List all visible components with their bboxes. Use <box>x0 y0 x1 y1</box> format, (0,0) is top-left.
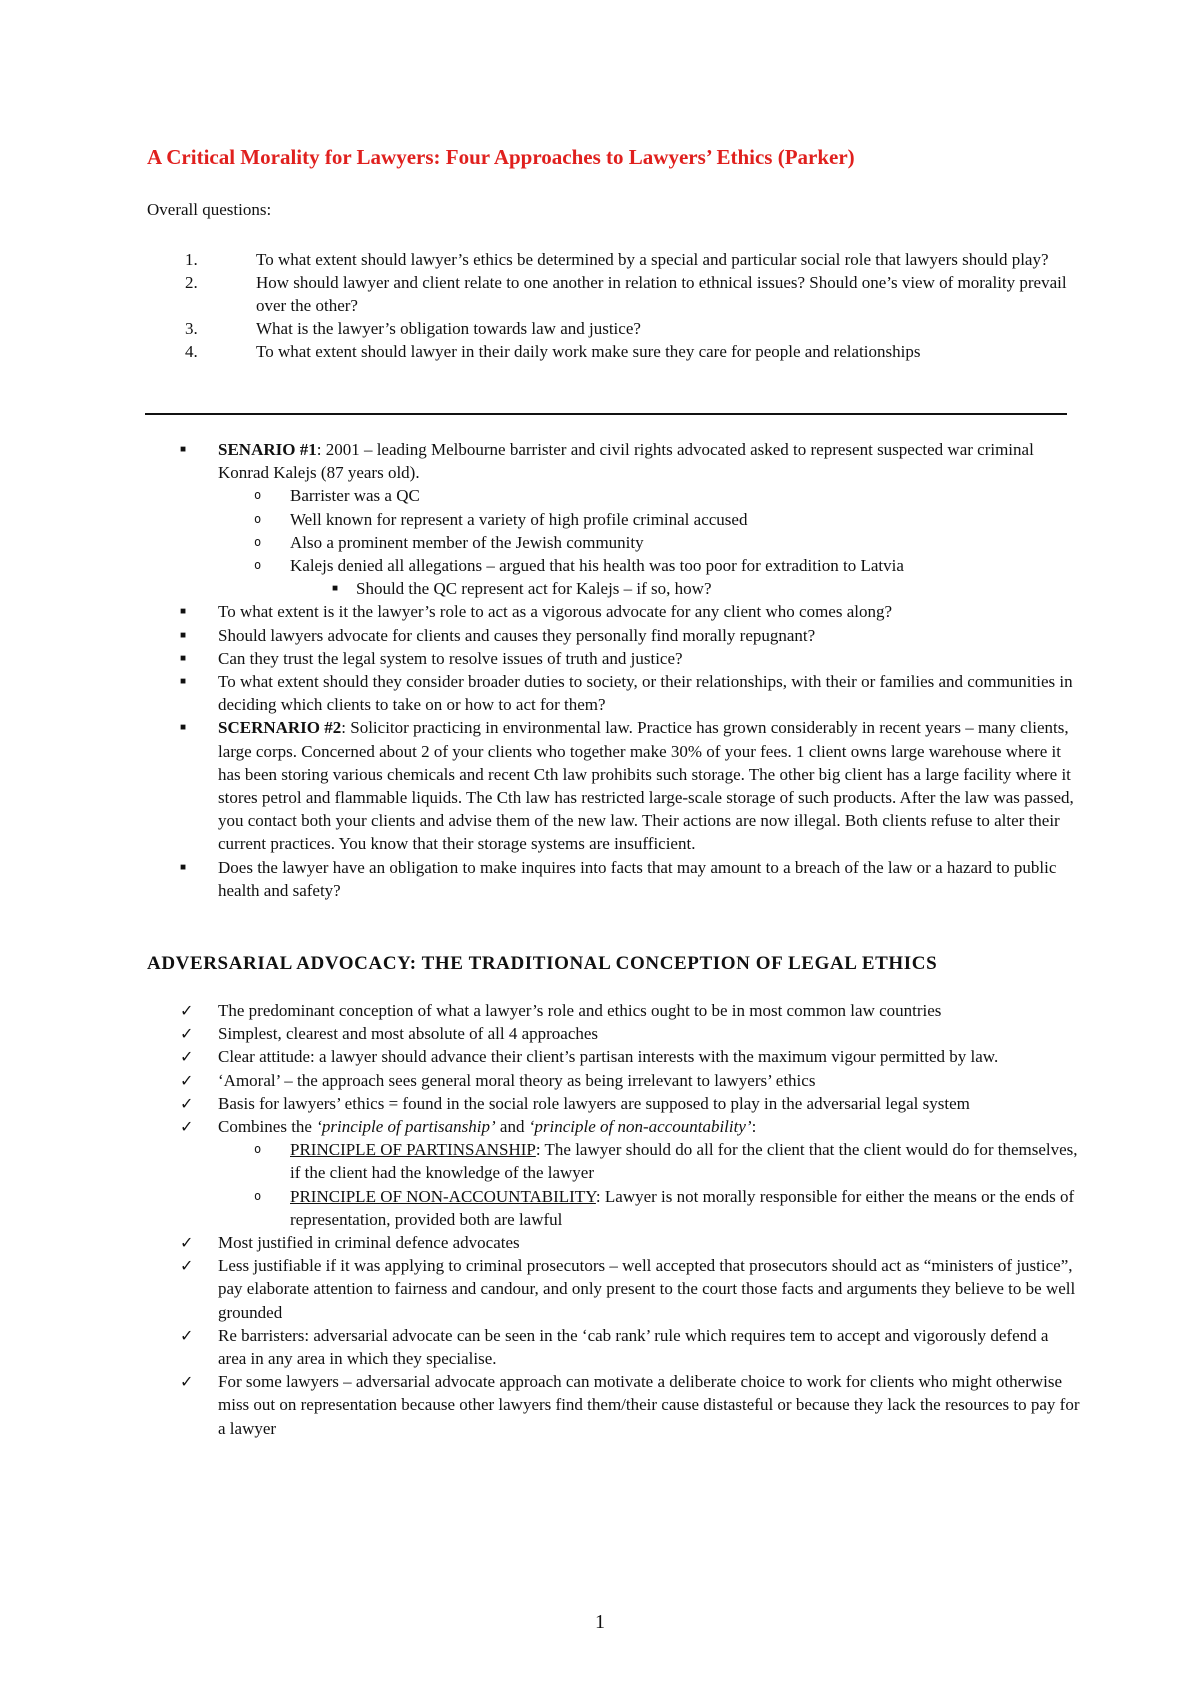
check-item <box>180 1069 1080 1092</box>
circle-bullet-icon: o <box>254 534 262 549</box>
combines-and: and <box>495 1117 529 1137</box>
check-item <box>180 1370 1080 1440</box>
scenario-1-text: : 2001 – leading Melbourne barrister and civil rights advocated asked to represent suspected war criminal Konrad Kalejs (87 years old). <box>218 440 1034 483</box>
check-item <box>180 1324 1080 1370</box>
section-heading: ADVERSARIAL ADVOCACY: THE TRADITIONAL CONCEPTION OF LEGAL ETHICS <box>147 953 938 974</box>
square-bullet-icon: ■ <box>180 676 187 688</box>
circle-bullet-icon: o <box>254 511 262 526</box>
square-bullet-icon: ■ <box>180 629 187 641</box>
combines-prefix: Combines the <box>218 1117 317 1137</box>
checkmark-icon: ✓ <box>180 1093 194 1113</box>
check-item-text: Re barristers: adversarial advocate can be seen in the ‘cab rank’ rule which requires tem to accept and vigorously defend a area in any area in which they specialise. <box>218 1325 1049 1369</box>
principle-2-label: PRINCIPLE OF NON-ACCOUNTABILITY <box>290 1186 596 1206</box>
principle-2-text: : Lawyer is not morally responsible for either the means or the ends of representation, provided both are lawful <box>290 1186 1075 1229</box>
overall-questions-label: Overall questions: <box>147 200 272 219</box>
question-item <box>147 271 1077 317</box>
principle-1-label: PRINCIPLE OF PARTINSANSHIP <box>290 1140 536 1160</box>
bullet-item <box>180 670 1080 716</box>
circle-bullet-icon: o <box>254 1142 262 1157</box>
question-item <box>147 248 1077 271</box>
check-item <box>180 1092 1080 1115</box>
question-item <box>147 317 1077 340</box>
bullet-item <box>180 856 1080 902</box>
question-text: To what extent should lawyer in their daily work make sure they care for people and relationships <box>256 342 921 361</box>
square-bullet-icon: ■ <box>180 606 187 618</box>
sub-bullet-text: Kalejs denied all allegations – argued that his health was too poor for extradition to Latvia <box>290 556 904 576</box>
check-item-text: Clear attitude: a lawyer should advance their client’s partisan interests with the maximum vigour permitted by law. <box>218 1047 999 1067</box>
bullet-item <box>180 438 1080 484</box>
checkmark-icon: ✓ <box>180 1024 194 1044</box>
sub-bullet-item <box>180 1185 1080 1231</box>
bullet-item <box>180 624 1080 647</box>
circle-bullet-icon: o <box>254 1188 262 1203</box>
check-item <box>180 1115 1080 1138</box>
square-bullet-icon: ■ <box>180 861 187 873</box>
square-bullet-icon: ■ <box>180 722 187 734</box>
question-text: To what extent should lawyer’s ethics be determined by a special and particular social role that lawyers should play? <box>256 250 1049 269</box>
adversarial-advocacy-section <box>180 999 1080 1440</box>
check-item-text: Most justified in criminal defence advocates <box>218 1233 520 1253</box>
square-bullet-icon: ■ <box>332 583 339 595</box>
sub-bullet-text: Well known for represent a variety of high profile criminal accused <box>290 509 748 529</box>
check-item <box>180 999 1080 1022</box>
question-number: 2. <box>185 273 198 292</box>
combines-suffix: : <box>751 1117 757 1137</box>
checkmark-icon: ✓ <box>180 1047 194 1067</box>
circle-bullet-icon: o <box>254 488 262 503</box>
sub-bullet-item <box>180 531 1080 554</box>
document-title: A Critical Morality for Lawyers: Four Approaches to Lawyers’ Ethics (Parker) <box>147 145 855 169</box>
check-item <box>180 1022 1080 1045</box>
question-item <box>147 340 1077 363</box>
checkmark-icon: ✓ <box>180 1117 194 1137</box>
principle-partisanship-term: ‘principle of partisanship’ <box>316 1117 496 1137</box>
questions-list <box>147 248 1077 363</box>
bullet-item <box>180 716 1080 855</box>
page-number: 1 <box>595 1611 605 1633</box>
sub-sub-bullet-text: Should the QC represent act for Kalejs – if so, how? <box>356 579 712 599</box>
question-number: 4. <box>185 342 198 361</box>
sub-bullet-text: Also a prominent member of the Jewish community <box>290 532 644 552</box>
bullet-text: Should lawyers advocate for clients and causes they personally find morally repugnant? <box>218 625 816 645</box>
bullet-item <box>180 647 1080 670</box>
question-number: 1. <box>185 250 198 269</box>
check-item <box>180 1045 1080 1068</box>
bullet-text: To what extent is it the lawyer’s role to act as a vigorous advocate for any client who comes along? <box>218 602 893 622</box>
check-item-text: Basis for lawyers’ ethics = found in the social role lawyers are supposed to play in the adversarial legal system <box>218 1093 970 1113</box>
square-bullet-icon: ■ <box>180 444 187 455</box>
question-number: 3. <box>185 319 198 338</box>
bullet-text: Does the lawyer have an obligation to make inquires into facts that may amount to a breach of the law or a hazard to public health and safety? <box>218 857 1057 900</box>
question-text: How should lawyer and client relate to one another in relation to ethnical issues? Should one’s view of morality prevail over the other? <box>256 273 1067 315</box>
square-bullet-icon: ■ <box>180 652 187 664</box>
checkmark-icon: ✓ <box>180 1325 194 1345</box>
check-item-text: Simplest, clearest and most absolute of all 4 approaches <box>218 1024 599 1044</box>
sub-bullet-text: Barrister was a QC <box>290 486 420 506</box>
check-item-text: Less justifiable if it was applying to criminal prosecutors – well accepted that prosecutors should act as “ministers of justice”, pay elaborate attention to fairness and candour, and only present to the court those facts and arguments they believe to be well grounded <box>218 1256 1076 1322</box>
sub-bullet-item <box>180 508 1080 531</box>
sub-bullet-item <box>180 554 1080 577</box>
question-text: What is the lawyer’s obligation towards law and justice? <box>256 319 641 338</box>
circle-bullet-icon: o <box>254 558 262 573</box>
check-item-text: For some lawyers – adversarial advocate approach can motivate a deliberate choice to work for clients who might otherwise miss out on representation because other lawyers find them/their cause distasteful or because they lack the resources to pay for a lawyer <box>218 1372 1080 1438</box>
scenario-2-text: : Solicitor practicing in environmental law. Practice has grown considerably in recent years – many clients, large corps. Concerned about 2 of your clients who together make 30% of your fees. 1 client owns large warehouse where it has been storing various chemicals and recent Cth law prohibits such storage. The other big client has a large facility where it stores petrol and flammable liquids. The Cth law has restricted large-scale storage of such products. After the law was passed, you contact both your clients and advise them of the new law. Their actions are now illegal. Both clients refuse to alter their current practices. You know that their storage systems are insufficient. <box>218 718 1074 854</box>
bullet-text: To what extent should they consider broader duties to society, or their relationships, with their or families and communities in deciding which clients to take on or how to act for them? <box>218 672 1073 715</box>
check-item-text: ‘Amoral’ – the approach sees general moral theory as being irrelevant to lawyers’ ethics <box>218 1070 816 1090</box>
bullet-text: Can they trust the legal system to resolve issues of truth and justice? <box>218 648 683 668</box>
sub-bullet-item <box>180 484 1080 507</box>
bullet-item <box>180 600 1080 623</box>
checkmark-icon: ✓ <box>180 1001 194 1020</box>
sub-sub-bullet-item <box>180 577 1080 600</box>
scenario-2-label: SCERNARIO #2 <box>218 718 342 738</box>
checkmark-icon: ✓ <box>180 1233 194 1253</box>
principle-1-text: : The lawyer should do all for the client that the client would do for themselves, if the client had the knowledge of the lawyer <box>290 1140 1078 1183</box>
principle-non-accountability-term: ‘principle of non-accountability’ <box>528 1117 752 1137</box>
checkmark-icon: ✓ <box>180 1256 194 1276</box>
scenario-1-label: SENARIO #1 <box>218 440 317 459</box>
checkmark-icon: ✓ <box>180 1070 194 1090</box>
check-item-text: The predominant conception of what a lawyer’s role and ethics ought to be in most common law countries <box>218 1001 942 1020</box>
sub-bullet-item <box>180 1138 1080 1184</box>
horizontal-divider <box>145 413 1067 415</box>
check-item <box>180 1254 1080 1324</box>
check-item <box>180 1231 1080 1254</box>
checkmark-icon: ✓ <box>180 1372 194 1392</box>
scenarios-section <box>180 438 1080 902</box>
